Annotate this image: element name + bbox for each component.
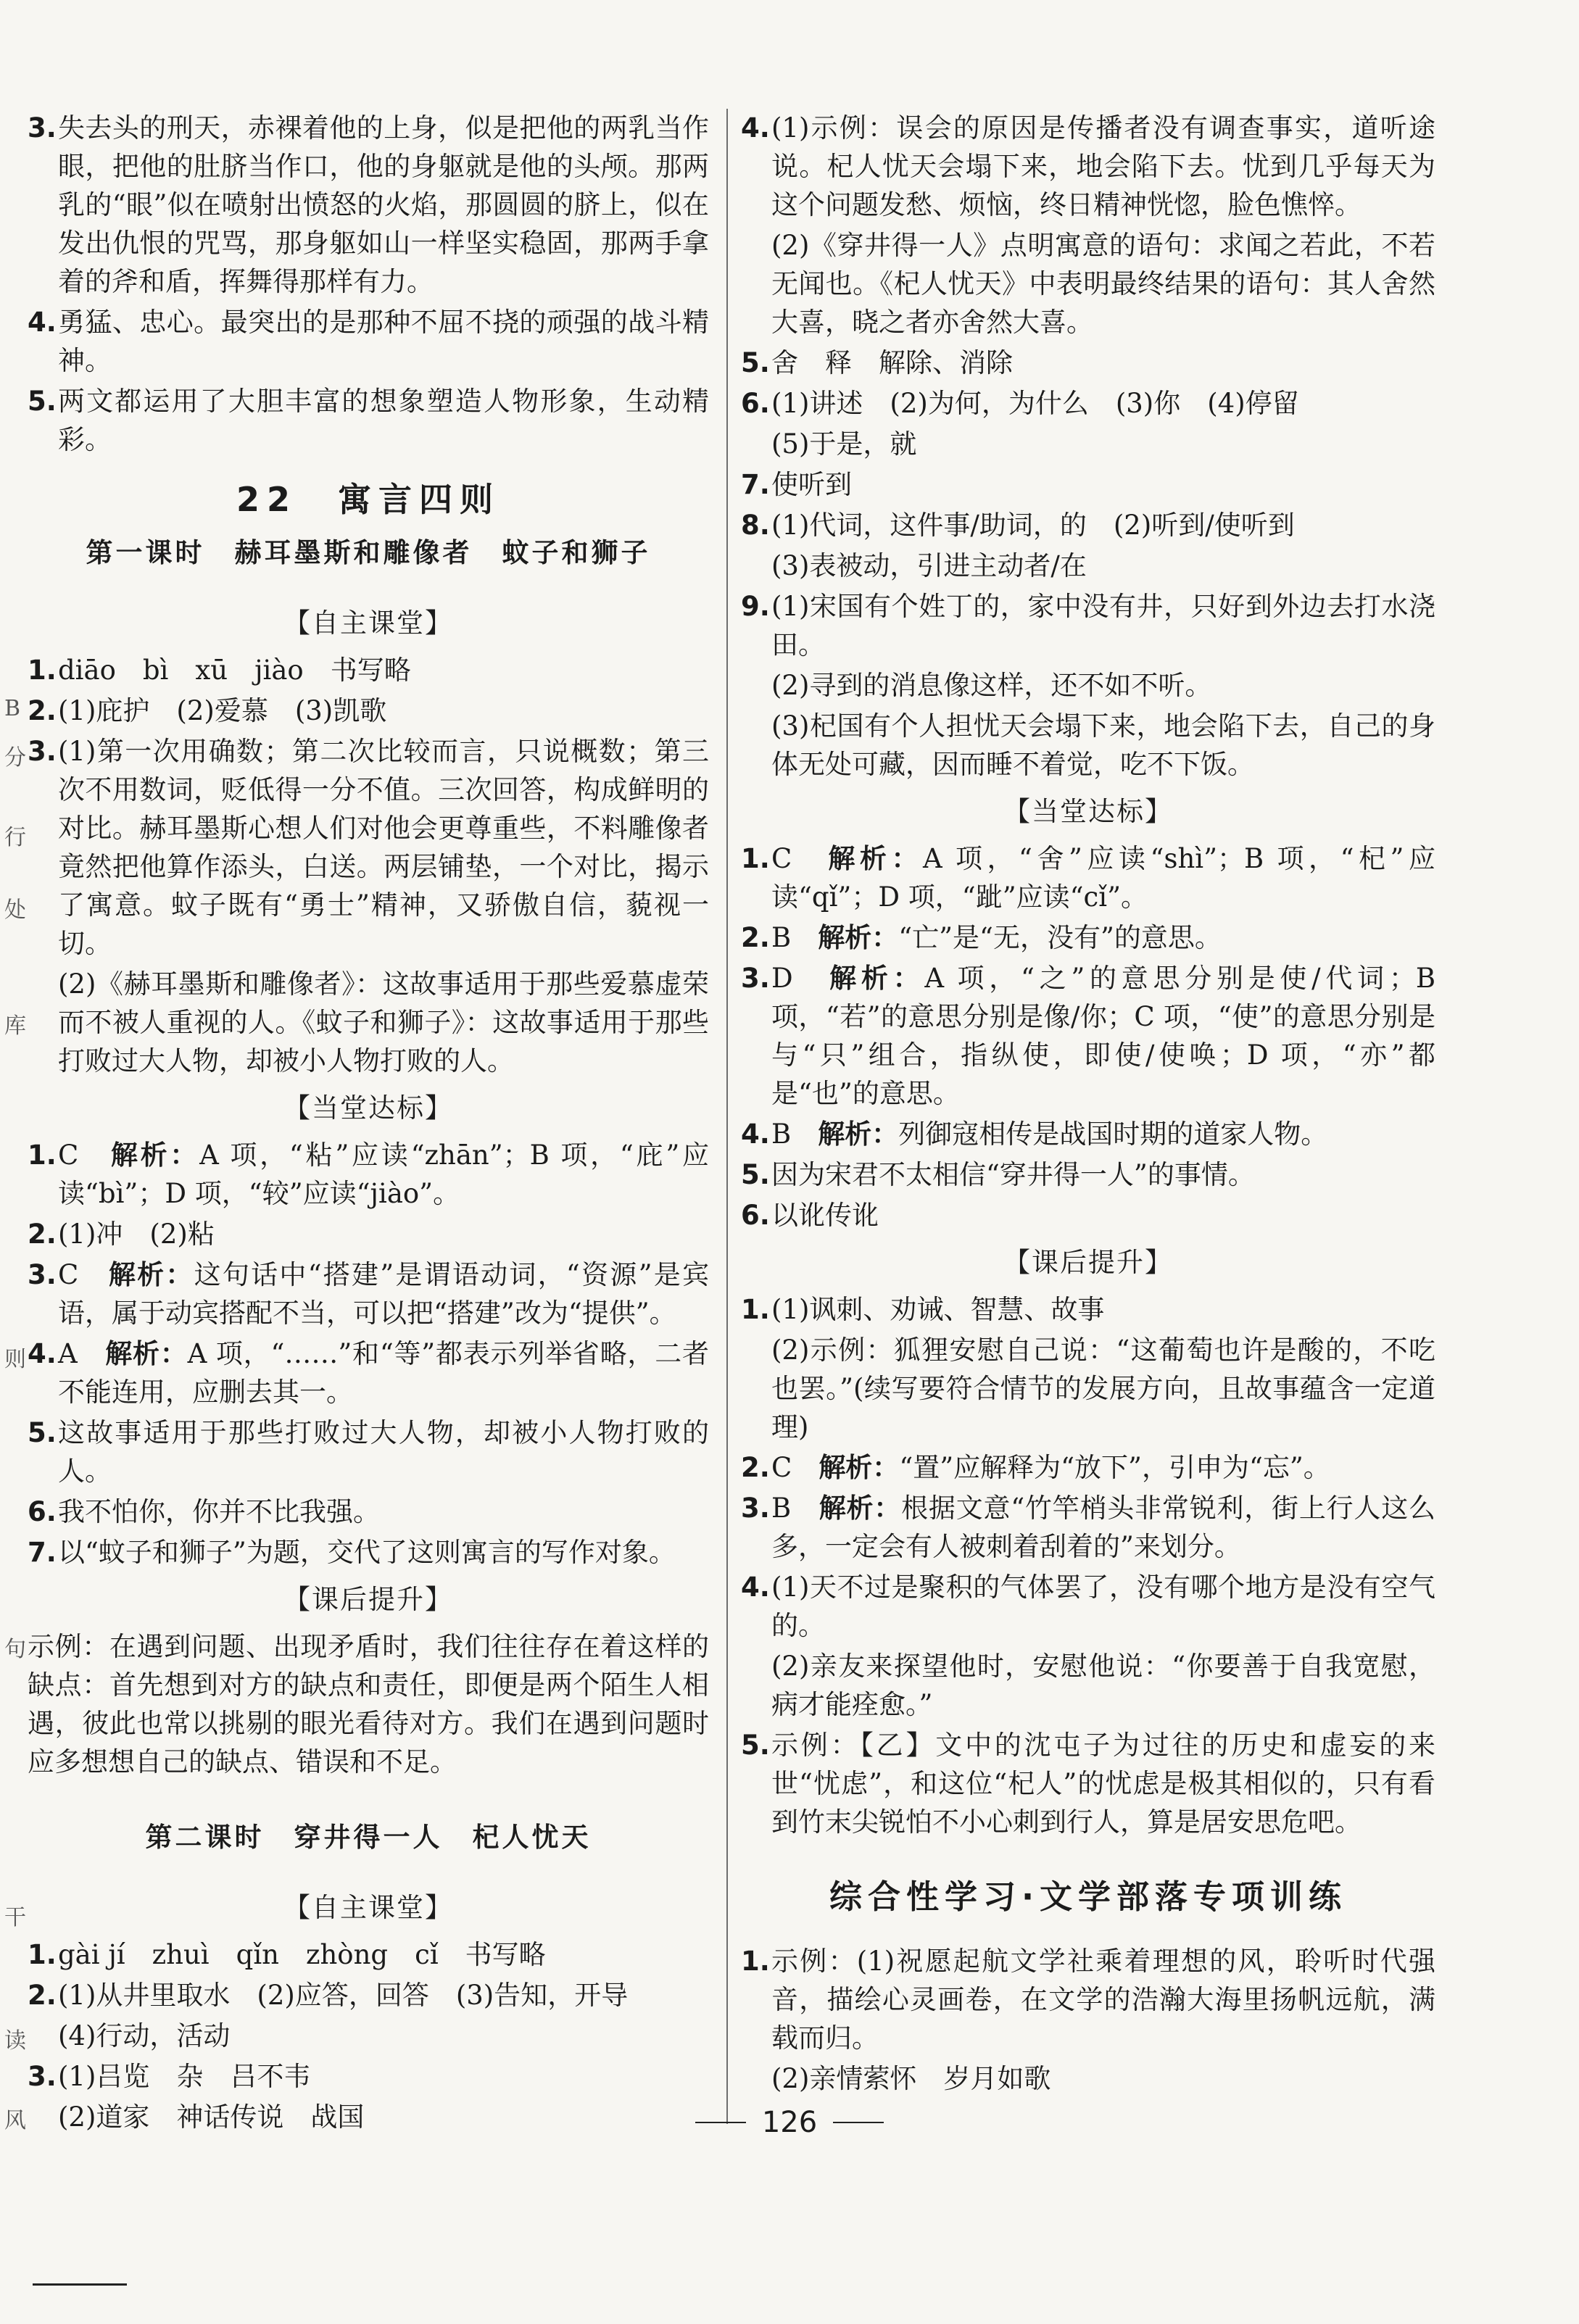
answer-item	[741, 1726, 1435, 1841]
answer-choice: C	[58, 1259, 109, 1290]
section-heading-zizhu: 【自主课堂】	[283, 607, 453, 639]
answer-item	[28, 303, 709, 380]
answer-text: (1)庇护 (2)爱慕 (3)凯歌	[58, 695, 387, 726]
item-number: 4.	[28, 307, 57, 338]
answer-choice: B	[771, 1493, 819, 1524]
answer-text: 以讹传讹	[771, 1200, 879, 1231]
answer-text: (1)代词，这件事/助词，的 (2)听到/使听到	[771, 510, 1295, 541]
item-number: 3.	[28, 736, 57, 767]
answer-subpart: (4)行动，活动	[58, 2020, 231, 2051]
answer-item	[741, 1290, 1435, 1329]
answer-text: 列御寇相传是战国时期的道家人物。	[898, 1119, 1328, 1150]
answer-subpart: (3)表被动，引进主动者/在	[771, 550, 1087, 581]
item-number: 5.	[741, 347, 770, 378]
page-footer	[0, 2106, 1579, 2139]
answer-item	[741, 1489, 1435, 1566]
item-number: 1.	[28, 655, 57, 686]
item-number: 4.	[741, 1572, 770, 1603]
section-title: 综合性学习·文学部落专项训练	[829, 1877, 1348, 1916]
analysis-label: 解析：	[818, 922, 899, 953]
analysis-label: 解析：	[105, 1338, 188, 1369]
item-number: 1.	[741, 843, 770, 874]
analysis-label: 解析：	[829, 963, 925, 994]
left-column	[28, 109, 709, 2138]
answer-item	[28, 1976, 709, 2014]
answer-item	[741, 384, 1435, 423]
answer-item	[741, 1196, 1435, 1234]
answer-text: A 项，“舍”应读“shì”；B 项，“杞”应读“qǐ”；D 项，“跐”应读“cǐ”。	[771, 843, 1436, 913]
answer-text: A 项，“粘”应读“zhān”；B 项，“庇”应读“bì”；D 项，“较”应读“jiào”。	[58, 1140, 709, 1209]
item-number: 1.	[28, 1939, 57, 1970]
answer-text: (1)讽刺、劝诫、智慧、故事	[771, 1294, 1105, 1325]
answer-text: (1)从井里取水 (2)应答，回答 (3)告知，开导	[58, 1980, 629, 2011]
right-column	[741, 109, 1435, 2100]
column-divider	[726, 109, 728, 2124]
answer-item	[741, 839, 1435, 916]
item-number: 6.	[741, 1200, 770, 1231]
item-number: 5.	[741, 1730, 770, 1761]
answer-subpart: (3)杞国有个人担忧天会塌下来，地会陷下去，自己的身体无处可藏，因而睡不着觉，吃不下饭。	[771, 710, 1435, 780]
analysis-label: 解析：	[108, 1259, 194, 1290]
edge-fragment: 则	[4, 1347, 26, 1372]
answer-text: 两文都运用了大胆丰富的想象塑造人物形象，生动精彩。	[58, 386, 709, 455]
answer-text: 这故事适用于那些打败过大人物，却被小人物打败的人。	[58, 1417, 709, 1487]
item-number: 3.	[741, 1493, 770, 1524]
footer-rule-right	[833, 2122, 884, 2123]
answer-choice: B	[771, 922, 818, 953]
item-number: 6.	[741, 388, 770, 419]
section-heading-zizhu: 【自主课堂】	[283, 1892, 453, 1923]
analysis-label: 解析：	[818, 1452, 900, 1483]
lesson-subtitle: 第二课时 穿井得一人 杞人忧天	[145, 1822, 592, 1853]
answer-text: 使听到	[771, 469, 852, 500]
answer-item	[741, 918, 1435, 957]
answer-text: 示例：(1)祝愿起航文学社乘着理想的风，聆听时代强音，描绘心灵画卷，在文学的浩瀚大海里扬帆远航，满载而归。	[771, 1946, 1435, 2054]
footer-rule-left	[695, 2122, 746, 2123]
answer-text: (1)宋国有个姓丁的，家中没有井，只好到外边去打水浇田。	[771, 591, 1435, 660]
analysis-label: 解析：	[110, 1140, 200, 1171]
answer-item	[28, 1533, 709, 1572]
edge-fragment: 干	[4, 1905, 26, 1930]
answer-text: 因为宋君不太相信“穿井得一人”的事情。	[771, 1159, 1255, 1190]
answer-text: 我不怕你，你并不比我强。	[58, 1496, 380, 1527]
answer-subpart: (5)于是，就	[771, 428, 917, 460]
answer-item	[28, 1935, 709, 1974]
answer-text: (1)冲 (2)粘	[58, 1219, 215, 1250]
answer-text: “亡”是“无，没有”的意思。	[898, 922, 1222, 953]
answer-text: (1)示例：误会的原因是传播者没有调查事实，道听途说。杞人忧天会塌下来，地会陷下去。忧到几乎每天为这个问题发愁、烦恼，终日精神恍惚，脸色憔悴。	[771, 112, 1435, 220]
item-number: 4.	[741, 1119, 770, 1150]
answer-paragraph: 示例：在遇到问题、出现矛盾时，我们往往存在着这样的缺点：首先想到对方的缺点和责任，即便是两个陌生人相遇，彼此也常以挑剔的眼光看待对方。我们在遇到问题时应多想想自己的缺点、错误和不足。	[28, 1631, 709, 1777]
item-number: 2.	[741, 922, 770, 953]
answer-item	[741, 959, 1435, 1113]
answer-text: diāo bì xū jiào 书写略	[58, 655, 411, 686]
answer-subpart: (2)寻到的消息像这样，还不如不听。	[771, 670, 1212, 701]
answer-item	[741, 1942, 1435, 2057]
item-number: 4.	[741, 112, 770, 144]
edge-fragment: 分	[4, 745, 26, 771]
item-number: 5.	[28, 386, 57, 417]
answer-item	[741, 1155, 1435, 1194]
analysis-label: 解析：	[828, 843, 923, 874]
answer-item	[741, 465, 1435, 504]
answer-text: (1)吕览 杂 吕不韦	[58, 2061, 311, 2092]
answer-text: A 项，“之”的意思分别是使/代词；B 项，“若”的意思分别是像/你；C 项，“使”的意思分别是与“只”组合，指纵使，即使/使唤；D 项，“亦”都是“也”的意思。	[771, 963, 1436, 1109]
answer-item	[28, 1215, 709, 1253]
item-number: 5.	[741, 1159, 770, 1190]
answer-choice: C	[771, 843, 829, 874]
item-number: 7.	[741, 469, 770, 500]
answer-item	[28, 1335, 709, 1411]
answer-choice: C	[771, 1452, 819, 1483]
item-number: 7.	[28, 1537, 57, 1568]
answer-text: 勇猛、忠心。最突出的是那种不屈不挠的顽强的战斗精神。	[58, 307, 709, 376]
analysis-label: 解析：	[818, 1493, 902, 1524]
bottom-rule	[33, 2283, 127, 2286]
answer-text: “置”应解释为“放下”，引申为“忘”。	[899, 1452, 1330, 1483]
answer-text: 这句话中“搭建”是谓语动词，“资源”是宾语，属于动宾搭配不当，可以把“搭建”改为“提供”。	[58, 1259, 710, 1329]
answer-text: gài jí zhuì qǐn zhòng cǐ 书写略	[58, 1939, 546, 1970]
item-number: 2.	[28, 1219, 57, 1250]
answer-item	[741, 109, 1435, 224]
answer-subpart: (2)亲情萦怀 岁月如歌	[771, 2063, 1051, 2094]
item-number: 1.	[741, 1294, 770, 1325]
answer-subpart: (2)《穿井得一人》点明寓意的语句：求闻之若此，不若无闻也。《杞人忧天》中表明最终结果的语句：其人舍然大喜，晓之者亦舍然大喜。	[771, 230, 1435, 338]
answer-subpart: (2)《赫耳墨斯和雕像者》：这故事适用于那些爱慕虚荣而不被人重视的人。《蚊子和狮子》：这故事适用于那些打败过大人物，却被小人物打败的人。	[58, 968, 709, 1076]
answer-text: (1)天不过是聚积的气体罢了，没有哪个地方是没有空气的。	[771, 1572, 1435, 1641]
section-heading-dangtang: 【当堂达标】	[283, 1092, 453, 1124]
item-number: 3.	[28, 112, 57, 144]
answer-item	[28, 651, 709, 689]
answer-choice: A	[58, 1338, 106, 1369]
lesson-title: 22 寓言四则	[236, 480, 500, 519]
answer-subpart: (2)亲友来探望他时，安慰他说：“你要善于自我宽慰，病才能痊愈。”	[771, 1651, 1435, 1720]
answer-item	[28, 1414, 709, 1490]
edge-fragment: 处	[4, 897, 26, 923]
answer-text: (1)讲述 (2)为何，为什么 (3)你 (4)停留	[771, 388, 1299, 419]
answer-item	[28, 732, 709, 963]
answer-text: 根据文意“竹竿梢头非常锐利，街上行人这么多，一定会有人被刺着刮着的”来划分。	[771, 1493, 1435, 1562]
answer-text: 失去头的刑天，赤裸着他的上身，似是把他的两乳当作眼，把他的肚脐当作口，他的身躯就是他的头颅。那两乳的“眼”似在喷射出愤怒的火焰，那圆圆的脐上，似在发出仇恨的咒骂，那身躯如山一样坚实稳固，那两手拿着的斧和盾，挥舞得那样有力。	[58, 112, 709, 297]
answer-item	[28, 2057, 709, 2096]
answer-choice: C	[58, 1140, 111, 1171]
answer-choice: B	[771, 1119, 818, 1150]
answer-item	[28, 1136, 709, 1213]
answer-item	[28, 1493, 709, 1531]
answer-item	[28, 1256, 709, 1332]
item-number: 3.	[28, 2061, 57, 2092]
edge-fragment: 句	[4, 1637, 26, 1662]
edge-fragment: 读	[4, 2028, 26, 2054]
answer-text: A 项，“……”和“等”都表示列举省略，二者不能连用，应删去其一。	[58, 1338, 709, 1408]
answer-choice: D	[771, 963, 830, 994]
section-heading-dangtang: 【当堂达标】	[1003, 796, 1173, 827]
item-number: 2.	[28, 695, 57, 726]
answer-item	[741, 587, 1435, 664]
answer-item	[741, 506, 1435, 544]
analysis-label: 解析：	[818, 1119, 899, 1150]
item-number: 9.	[741, 591, 770, 622]
answer-text: 以“蚊子和狮子”为题，交代了这则寓言的写作对象。	[58, 1537, 676, 1568]
item-number: 3.	[28, 1259, 57, 1290]
answer-item	[28, 692, 709, 730]
item-number: 3.	[741, 963, 770, 994]
item-number: 5.	[28, 1417, 57, 1448]
item-number: 1.	[28, 1140, 57, 1171]
answer-item	[741, 1448, 1435, 1487]
section-heading-kehou: 【课后提升】	[1003, 1247, 1173, 1278]
answer-item	[741, 1568, 1435, 1645]
item-number: 8.	[741, 510, 770, 541]
answer-item	[28, 109, 709, 301]
answer-text: 示例：【乙】文中的沈屯子为过往的历史和虚妄的来世“忧虑”，和这位“杞人”的忧虑是极其相似的，只有看到竹末尖锐怕不小心刺到行人，算是居安思危吧。	[771, 1730, 1435, 1838]
answer-item	[28, 382, 709, 459]
answer-subpart: (2)道家 神话传说 战国	[58, 2101, 365, 2133]
edge-fragment: B	[4, 696, 21, 721]
item-number: 1.	[741, 1946, 770, 1977]
edge-fragment: 风	[4, 2108, 26, 2133]
answer-text: (1)第一次用确数；第二次比较而言，只说概数；第三次不用数词，贬低得一分不值。三次回答，构成鲜明的对比。赫耳墨斯心想人们对他会更尊重些，不料雕像者竟然把他算作添头，白送。两层铺垫，一个对比，揭示了寓意。蚊子既有“勇士”精神，又骄傲自信，藐视一切。	[58, 736, 709, 959]
answer-subpart: (2)示例：狐狸安慰自己说：“这葡萄也许是酸的，不吃也罢。”(续写要符合情节的发展方向，且故事蕴含一定道理)	[771, 1335, 1435, 1443]
item-number: 2.	[28, 1980, 57, 2011]
page-number: 126	[761, 2106, 818, 2139]
answer-text: 舍 释 解除、消除	[771, 347, 1013, 378]
answer-item	[741, 1115, 1435, 1153]
section-heading-kehou: 【课后提升】	[283, 1584, 453, 1615]
edge-fragment: 行	[4, 825, 26, 850]
edge-fragment: 库	[4, 1013, 26, 1039]
item-number: 2.	[741, 1452, 770, 1483]
item-number: 4.	[28, 1338, 57, 1369]
item-number: 6.	[28, 1496, 57, 1527]
answer-item	[741, 344, 1435, 382]
lesson-subtitle: 第一课时 赫耳墨斯和雕像者 蚊子和狮子	[86, 537, 651, 568]
